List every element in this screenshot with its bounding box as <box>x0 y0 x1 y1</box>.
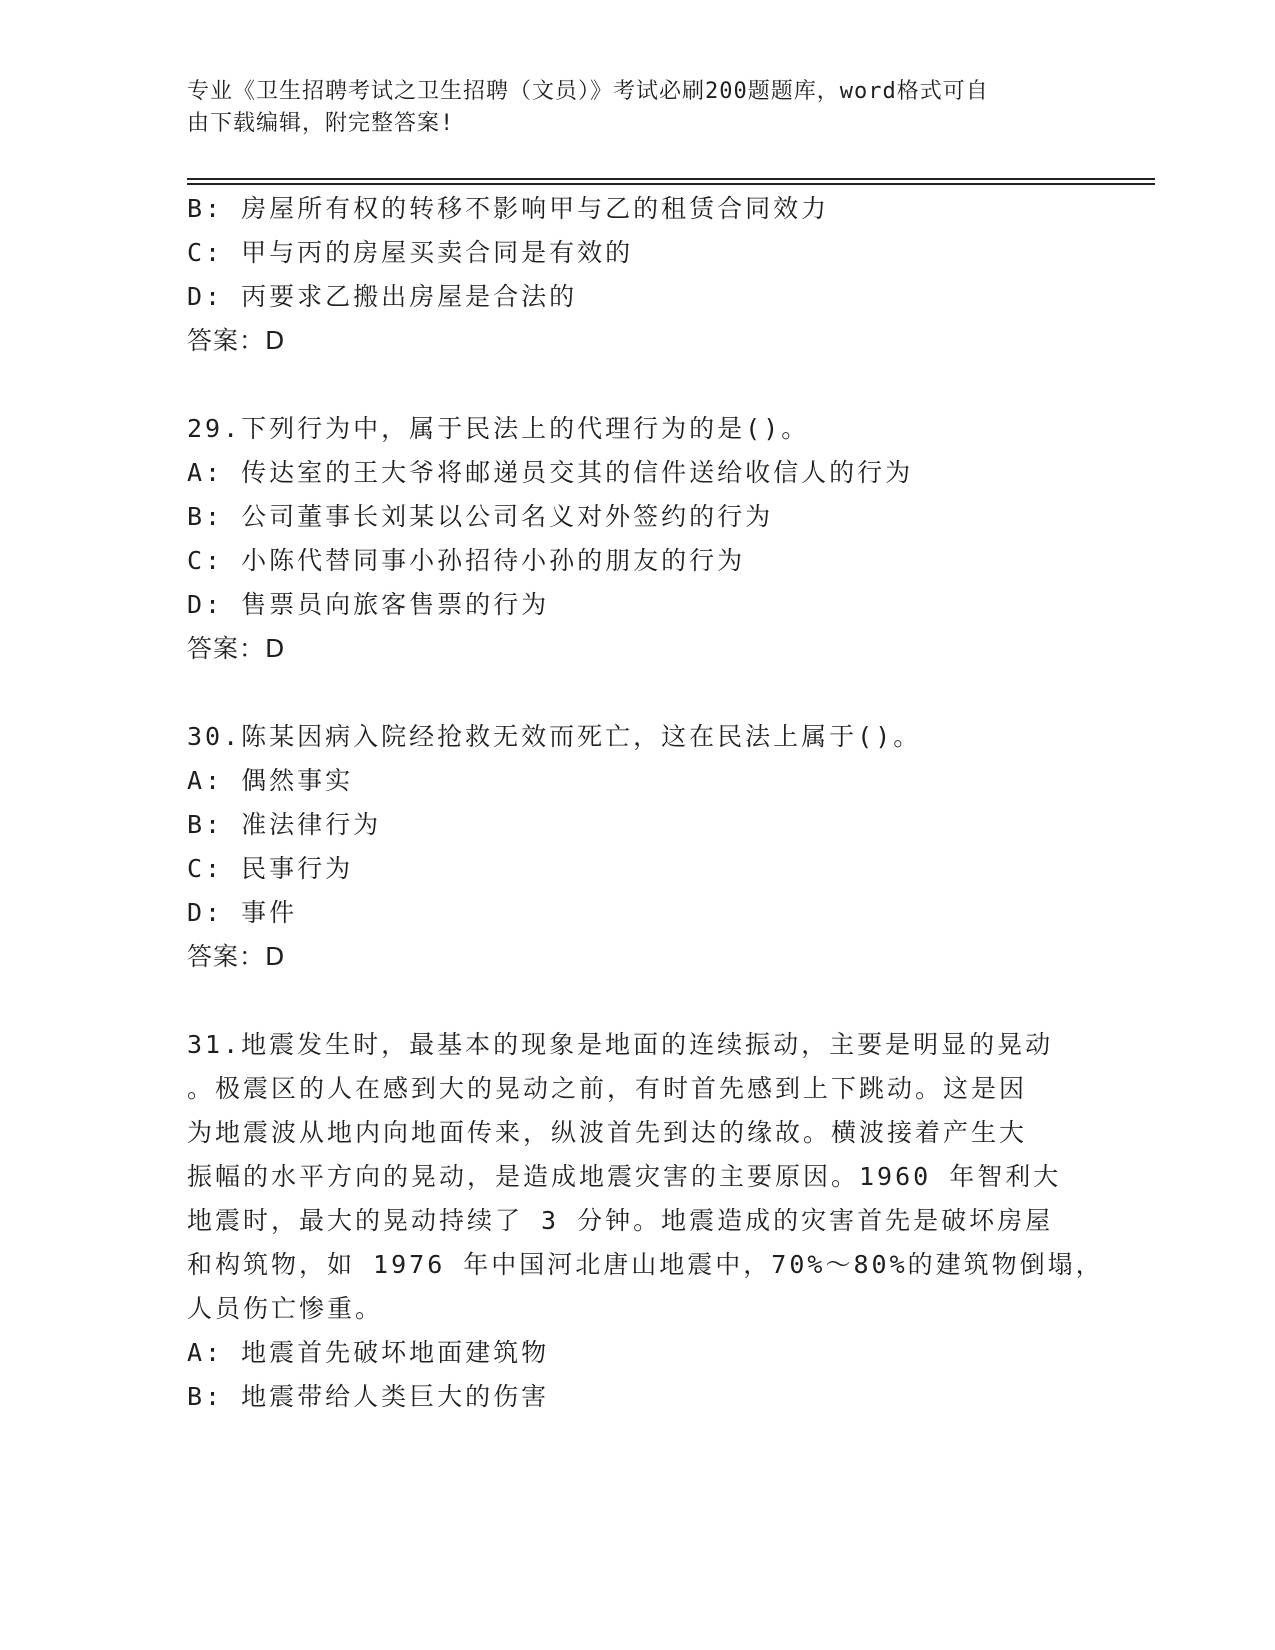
q30-option-c: C: 民事行为 <box>187 854 354 883</box>
q30-option-d: D: 事件 <box>187 898 298 927</box>
q28-option-d: D: 丙要求乙搬出房屋是合法的 <box>187 282 578 311</box>
q29-stem: 29.下列行为中，属于民法上的代理行为的是()。 <box>187 414 810 443</box>
q29-option-b: B: 公司董事长刘某以公司名义对外签约的行为 <box>187 502 774 531</box>
q31-stem-line: 和构筑物，如 1976 年中国河北唐山地震中，70%～80%的建筑物倒塌， <box>187 1250 1104 1279</box>
q30-answer: 答案：D <box>187 942 286 971</box>
q29-option-c: C: 小陈代替同事小孙招待小孙的朋友的行为 <box>187 546 746 575</box>
q31-stem-line: 振幅的水平方向的晃动，是造成地震灾害的主要原因。1960 年智利大 <box>187 1162 1062 1191</box>
q28-answer: 答案：D <box>187 326 286 355</box>
q31-option-a: A: 地震首先破坏地面建筑物 <box>187 1338 550 1367</box>
q30-stem: 30.陈某因病入院经抢救无效而死亡，这在民法上属于()。 <box>187 722 922 751</box>
q29-option-a: A: 传达室的王大爷将邮递员交其的信件送给收信人的行为 <box>187 458 914 487</box>
document-header <box>187 76 1067 140</box>
q31-option-b: B: 地震带给人类巨大的伤害 <box>187 1382 550 1411</box>
header-line-1: 专业《卫生招聘考试之卫生招聘（文员）》考试必刷200题题库，word格式可自 <box>187 79 989 104</box>
q30-option-b: B: 准法律行为 <box>187 810 382 839</box>
q31-stem-line: 31.地震发生时，最基本的现象是地面的连续振动，主要是明显的晃动 <box>187 1030 1054 1059</box>
q31-stem-line: 。极震区的人在感到大的晃动之前，有时首先感到上下跳动。这是因 <box>187 1074 1028 1103</box>
q30-option-a: A: 偶然事实 <box>187 766 354 795</box>
q31-stem-line: 地震时，最大的晃动持续了 3 分钟。地震造成的灾害首先是破坏房屋 <box>187 1206 1054 1235</box>
header-rule-bottom <box>187 183 1155 185</box>
q31-stem-line: 为地震波从地内向地面传来，纵波首先到达的缘故。横波接着产生大 <box>187 1118 1028 1147</box>
q31-stem-line: 人员伤亡惨重。 <box>187 1294 384 1323</box>
header-line-2: 由下载编辑，附完整答案! <box>187 111 455 136</box>
q29-option-d: D: 售票员向旅客售票的行为 <box>187 590 550 619</box>
q28-option-b: B: 房屋所有权的转移不影响甲与乙的租赁合同效力 <box>187 194 830 223</box>
header-rule-top <box>187 178 1155 180</box>
q29-answer: 答案：D <box>187 634 286 663</box>
q28-option-c: C: 甲与丙的房屋买卖合同是有效的 <box>187 238 634 267</box>
